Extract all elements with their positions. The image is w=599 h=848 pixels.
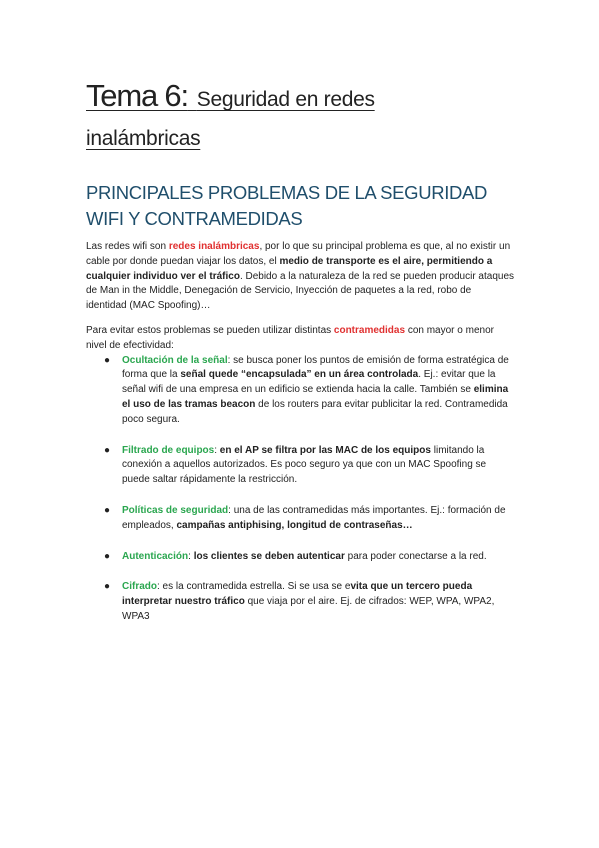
- item-text: . Ej.: evitar que la señal wifi de una empresa en un edificio se extienda hacia la calle. También se: [122, 369, 496, 396]
- item-term: Autenticación: [122, 550, 189, 562]
- intro-bold: medio de transporte es el aire, permitiendo a cualquier individuo ver el tráfico: [86, 255, 493, 282]
- intro-text: . Debido a la naturaleza de la red se pueden producir ataques de Man in the Middle, Denegación de Servicio, Inyección de paquetes a la red, robo de identidad (MAC Spoofing)…: [86, 270, 515, 312]
- item-bold: vita que un tercero pueda interpretar nuestro tráfico: [122, 581, 473, 608]
- page-title: [86, 78, 514, 156]
- intro-highlight: redes inalámbricas: [168, 241, 260, 252]
- bullet-icon: ●: [104, 504, 111, 516]
- item-text: que viaja por el aire. Ej. de cifrados: WEP, WPA, WPA2, WPA3: [122, 596, 495, 622]
- item-bold: en el AP se filtra por las MAC de los equipos: [219, 444, 431, 456]
- title-topic-number: Tema 6:: [86, 78, 188, 113]
- intro-highlight: contramedidas: [333, 324, 406, 336]
- document-page: [86, 78, 514, 625]
- intro-text: , por lo que su principal problema es que, al no existir un cable por donde puedan viajar los datos, el: [86, 241, 511, 267]
- title-topic-name: Seguridad en redes: [196, 88, 375, 111]
- bullet-icon: ●: [104, 550, 111, 562]
- title-topic-name-cont: inalámbricas: [86, 127, 201, 150]
- intro-text: con mayor o menor nivel de efectividad:: [86, 324, 494, 351]
- item-term: Ocultación de la señal: [122, 354, 228, 366]
- item-text: para poder conectarse a la red.: [344, 550, 487, 562]
- item-text: :: [214, 444, 220, 456]
- section-heading-line2: WIFI Y CONTRAMEDIDAS: [86, 208, 303, 229]
- list-item: [86, 580, 514, 624]
- item-bold: elimina el uso de las tramas beacon: [122, 384, 509, 410]
- list-item: [86, 550, 514, 565]
- item-bold: los clientes se deben autenticar: [193, 550, 345, 562]
- list-item: [86, 354, 514, 428]
- list-item: [86, 504, 514, 534]
- item-term: Filtrado de equipos: [122, 444, 215, 456]
- bullet-icon: ●: [104, 354, 111, 366]
- countermeasures-list: [86, 354, 514, 625]
- section-heading: [86, 180, 514, 232]
- item-term: Cifrado: [122, 581, 157, 593]
- bullet-icon: ●: [104, 444, 111, 456]
- intro-text: Para evitar estos problemas se pueden utilizar distintas: [86, 324, 334, 336]
- item-text: : es la contramedida estrella. Si se usa se e: [157, 581, 351, 593]
- countermeasures-intro: [86, 324, 514, 354]
- item-text: : una de las contramedidas más importantes. Ej.: formación de empleados,: [122, 504, 506, 531]
- item-text: limitando la conexión a aquellos autorizados. Es poco seguro ya que con un MAC Spoofing se puede saltar rápidamente la restricción.: [122, 444, 487, 486]
- item-text: :: [188, 550, 194, 562]
- item-bold: campañas antiphising, longitud de contraseñas…: [176, 519, 413, 531]
- intro-paragraph: [86, 240, 514, 314]
- item-term: Políticas de seguridad: [122, 504, 229, 516]
- list-item: [86, 444, 514, 488]
- item-text: : se busca poner los puntos de emisión de forma estratégica de forma que la: [122, 354, 509, 381]
- section-heading-line1: PRINCIPALES PROBLEMAS DE LA SEGURIDAD: [86, 182, 488, 203]
- item-text: de los routers para evitar publicitar la red. Contramedida poco segura.: [122, 398, 508, 425]
- bullet-icon: ●: [104, 581, 111, 593]
- intro-text: Las redes wifi son: [86, 241, 169, 252]
- item-bold: señal quede “encapsulada” en un área controlada: [180, 369, 419, 381]
